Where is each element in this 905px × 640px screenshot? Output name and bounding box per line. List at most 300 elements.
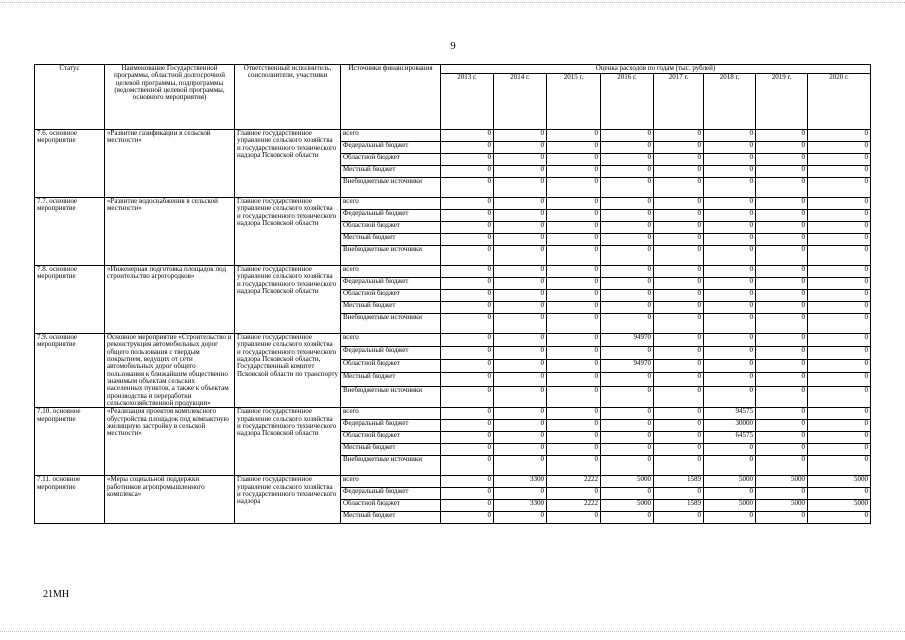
- value-cell: 0: [441, 166, 494, 178]
- table-row: [35, 334, 871, 347]
- table-row: [35, 130, 871, 142]
- value-cell: 0: [756, 334, 808, 347]
- executor-cell: Главное государственное управление сельского хозяйства и государственного технического надзора Псковской области, Государственный комитет Псковской области по транспорту: [235, 334, 341, 408]
- value-cell: 0: [654, 154, 704, 166]
- value-cell: 0: [756, 222, 808, 234]
- name-cell: «Меры социальной поддержки работников агропромышленного комплекса»: [105, 476, 235, 524]
- value-cell: 0: [494, 154, 547, 166]
- source-cell: Внебюджетные источники: [341, 386, 441, 408]
- header-estimate: Оценка расходов по годам (тыс. рублей): [441, 65, 871, 74]
- value-cell: 0: [704, 154, 756, 166]
- value-cell: 0: [756, 166, 808, 178]
- value-cell: 0: [756, 347, 808, 360]
- value-cell: 5000: [704, 476, 756, 488]
- value-cell: 0: [654, 360, 704, 373]
- value-cell: 0: [494, 420, 547, 432]
- value-cell: 0: [654, 386, 704, 408]
- footer-code: 21МН: [43, 589, 70, 600]
- value-cell: 0: [704, 302, 756, 314]
- value-cell: 0: [704, 178, 756, 198]
- status-cell: 7.8. основное мероприятие: [35, 266, 105, 334]
- value-cell: 0: [441, 210, 494, 222]
- value-cell: 0: [547, 314, 601, 334]
- value-cell: 0: [494, 278, 547, 290]
- header-name: Наименование Государственной программы, областной долгосрочной целевой программы, подпрограммы (ведомственной целевой программы, основного мероприятия): [105, 65, 235, 130]
- value-cell: 0: [654, 130, 704, 142]
- value-cell: 0: [704, 386, 756, 408]
- source-cell: Местный бюджет: [341, 444, 441, 456]
- value-cell: 0: [494, 360, 547, 373]
- value-cell: 0: [704, 360, 756, 373]
- value-cell: 0: [441, 408, 494, 420]
- value-cell: 0: [808, 234, 871, 246]
- value-cell: 0: [654, 234, 704, 246]
- value-cell: 0: [808, 222, 871, 234]
- value-cell: 0: [547, 198, 601, 210]
- value-cell: 0: [704, 246, 756, 266]
- value-cell: 0: [441, 420, 494, 432]
- value-cell: 0: [494, 386, 547, 408]
- source-cell: Областной бюджет: [341, 432, 441, 444]
- source-cell: Федеральный бюджет: [341, 488, 441, 500]
- value-cell: 0: [756, 178, 808, 198]
- value-cell: 0: [808, 166, 871, 178]
- value-cell: 0: [441, 444, 494, 456]
- value-cell: 0: [654, 444, 704, 456]
- value-cell: 1589: [654, 476, 704, 488]
- value-cell: 0: [704, 373, 756, 386]
- value-cell: 0: [601, 347, 654, 360]
- value-cell: 0: [494, 373, 547, 386]
- value-cell: 0: [808, 444, 871, 456]
- value-cell: 0: [441, 476, 494, 488]
- value-cell: 0: [654, 266, 704, 278]
- value-cell: 0: [441, 178, 494, 198]
- value-cell: 0: [654, 334, 704, 347]
- value-cell: 0: [441, 290, 494, 302]
- status-cell: 7.9. основное мероприятие: [35, 334, 105, 408]
- value-cell: 0: [756, 246, 808, 266]
- value-cell: 0: [547, 432, 601, 444]
- value-cell: 0: [441, 386, 494, 408]
- value-cell: 0: [808, 347, 871, 360]
- value-cell: 0: [547, 290, 601, 302]
- value-cell: 5000: [704, 500, 756, 512]
- scan-edge-top: [0, 2, 905, 3]
- value-cell: 0: [654, 290, 704, 302]
- executor-cell: Главное государственное управление сельского хозяйства и государственного технического надзора Псковской области: [235, 266, 341, 334]
- source-cell: Внебюджетные источники: [341, 246, 441, 266]
- value-cell: 0: [601, 246, 654, 266]
- value-cell: 94970: [601, 334, 654, 347]
- value-cell: 0: [704, 166, 756, 178]
- value-cell: 0: [494, 210, 547, 222]
- value-cell: 0: [808, 334, 871, 347]
- value-cell: 0: [756, 432, 808, 444]
- value-cell: 0: [654, 178, 704, 198]
- value-cell: 0: [494, 222, 547, 234]
- executor-cell: Главное государственное управление сельского хозяйства и государственного технического надзора Псковской области: [235, 408, 341, 476]
- status-cell: 7.7. основное мероприятие: [35, 198, 105, 266]
- source-cell: всего: [341, 198, 441, 210]
- value-cell: 0: [601, 386, 654, 408]
- header-row: [35, 65, 871, 74]
- value-cell: 0: [441, 246, 494, 266]
- source-cell: Областной бюджет: [341, 360, 441, 373]
- value-cell: 0: [808, 198, 871, 210]
- value-cell: 0: [808, 420, 871, 432]
- value-cell: 0: [704, 278, 756, 290]
- source-cell: Местный бюджет: [341, 166, 441, 178]
- header-executor: Ответственный исполнитель, соисполнители, участники: [235, 65, 341, 130]
- source-cell: Местный бюджет: [341, 234, 441, 246]
- value-cell: 0: [601, 278, 654, 290]
- value-cell: 0: [808, 432, 871, 444]
- source-cell: всего: [341, 408, 441, 420]
- source-cell: Местный бюджет: [341, 302, 441, 314]
- value-cell: 0: [654, 142, 704, 154]
- value-cell: 0: [441, 302, 494, 314]
- source-cell: всего: [341, 130, 441, 142]
- value-cell: 0: [494, 347, 547, 360]
- value-cell: 0: [547, 278, 601, 290]
- value-cell: 0: [601, 198, 654, 210]
- value-cell: 0: [494, 142, 547, 154]
- value-cell: 0: [756, 314, 808, 334]
- value-cell: 5000: [601, 500, 654, 512]
- value-cell: 0: [494, 512, 547, 524]
- value-cell: 0: [441, 500, 494, 512]
- value-cell: 2222: [547, 476, 601, 488]
- value-cell: 0: [756, 290, 808, 302]
- value-cell: 0: [547, 246, 601, 266]
- value-cell: 0: [494, 488, 547, 500]
- name-cell: Основное мероприятие «Строительство и реконструкция автомобильных дорог общего пользования с твердым покрытием, ведущих от сети автомобильных дорог общего пользования к ближайшим общественно значимым объектам сельских населенных пунктов, а также к объектам производства и переработки сельскохозяйственной продукции»: [105, 334, 235, 408]
- header-year: 2018 г.: [704, 74, 756, 130]
- value-cell: 0: [601, 302, 654, 314]
- value-cell: 0: [808, 154, 871, 166]
- value-cell: 0: [601, 488, 654, 500]
- table-row: [35, 266, 871, 278]
- value-cell: 0: [441, 222, 494, 234]
- value-cell: 5000: [808, 476, 871, 488]
- value-cell: 0: [547, 420, 601, 432]
- source-cell: Областной бюджет: [341, 154, 441, 166]
- value-cell: 0: [601, 234, 654, 246]
- value-cell: 0: [756, 386, 808, 408]
- value-cell: 0: [494, 408, 547, 420]
- value-cell: 0: [808, 373, 871, 386]
- value-cell: 0: [654, 456, 704, 476]
- value-cell: 0: [441, 234, 494, 246]
- value-cell: 0: [808, 512, 871, 524]
- value-cell: 0: [808, 178, 871, 198]
- name-cell: «Инженерная подготовка площадок под строительство агрогородков»: [105, 266, 235, 334]
- value-cell: 0: [601, 456, 654, 476]
- value-cell: 0: [808, 246, 871, 266]
- source-cell: Федеральный бюджет: [341, 347, 441, 360]
- source-cell: Местный бюджет: [341, 373, 441, 386]
- value-cell: 0: [756, 266, 808, 278]
- source-cell: Областной бюджет: [341, 500, 441, 512]
- value-cell: 0: [441, 360, 494, 373]
- table-body: [35, 130, 871, 524]
- value-cell: 0: [756, 198, 808, 210]
- value-cell: 0: [601, 314, 654, 334]
- status-cell: 7.6. основное мероприятие: [35, 130, 105, 198]
- value-cell: 0: [756, 408, 808, 420]
- value-cell: 0: [756, 210, 808, 222]
- value-cell: 0: [441, 130, 494, 142]
- value-cell: 5000: [756, 500, 808, 512]
- source-cell: Внебюджетные источники: [341, 456, 441, 476]
- value-cell: 0: [547, 154, 601, 166]
- value-cell: 0: [808, 142, 871, 154]
- value-cell: 0: [494, 178, 547, 198]
- value-cell: 0: [756, 512, 808, 524]
- value-cell: 0: [756, 444, 808, 456]
- source-cell: всего: [341, 334, 441, 347]
- value-cell: 0: [494, 444, 547, 456]
- value-cell: 0: [704, 142, 756, 154]
- header-year: 2015 г.: [547, 74, 601, 130]
- value-cell: 0: [654, 198, 704, 210]
- value-cell: 0: [704, 222, 756, 234]
- header-year: 2014 г.: [494, 74, 547, 130]
- value-cell: 0: [601, 154, 654, 166]
- value-cell: 64575: [704, 432, 756, 444]
- value-cell: 0: [756, 420, 808, 432]
- value-cell: 0: [654, 408, 704, 420]
- executor-cell: Главное государственное управление сельского хозяйства и государственного технического надзора: [235, 476, 341, 524]
- value-cell: 0: [756, 154, 808, 166]
- value-cell: 0: [494, 246, 547, 266]
- header-year: 2013 г.: [441, 74, 494, 130]
- value-cell: 0: [756, 456, 808, 476]
- value-cell: 0: [756, 130, 808, 142]
- value-cell: 0: [441, 142, 494, 154]
- value-cell: 0: [601, 420, 654, 432]
- value-cell: 0: [704, 130, 756, 142]
- value-cell: 0: [494, 266, 547, 278]
- value-cell: 5000: [808, 500, 871, 512]
- value-cell: 0: [601, 512, 654, 524]
- value-cell: 0: [808, 278, 871, 290]
- source-cell: Федеральный бюджет: [341, 278, 441, 290]
- value-cell: 0: [601, 432, 654, 444]
- value-cell: 0: [808, 408, 871, 420]
- value-cell: 0: [808, 456, 871, 476]
- status-cell: 7.11. основное мероприятие: [35, 476, 105, 524]
- value-cell: 0: [441, 512, 494, 524]
- value-cell: 0: [547, 456, 601, 476]
- executor-cell: Главное государственное управление сельского хозяйства и государственного технического надзора Псковской области: [235, 130, 341, 198]
- value-cell: 0: [756, 142, 808, 154]
- value-cell: 0: [441, 456, 494, 476]
- value-cell: 0: [494, 198, 547, 210]
- value-cell: 0: [494, 432, 547, 444]
- source-cell: всего: [341, 476, 441, 488]
- value-cell: 0: [601, 210, 654, 222]
- source-cell: Федеральный бюджет: [341, 420, 441, 432]
- value-cell: 0: [441, 266, 494, 278]
- value-cell: 0: [704, 234, 756, 246]
- value-cell: 0: [756, 234, 808, 246]
- header-year: 2019 г.: [756, 74, 808, 130]
- table-row: [35, 198, 871, 210]
- value-cell: 0: [654, 278, 704, 290]
- value-cell: 0: [601, 266, 654, 278]
- value-cell: 0: [654, 302, 704, 314]
- value-cell: 0: [654, 246, 704, 266]
- value-cell: 0: [808, 314, 871, 334]
- value-cell: 0: [704, 314, 756, 334]
- source-cell: Федеральный бюджет: [341, 210, 441, 222]
- value-cell: 0: [441, 334, 494, 347]
- value-cell: 0: [654, 373, 704, 386]
- value-cell: 0: [704, 210, 756, 222]
- value-cell: 0: [547, 130, 601, 142]
- value-cell: 2222: [547, 500, 601, 512]
- value-cell: 0: [601, 373, 654, 386]
- value-cell: 0: [547, 512, 601, 524]
- value-cell: 0: [704, 512, 756, 524]
- value-cell: 0: [601, 290, 654, 302]
- value-cell: 0: [704, 266, 756, 278]
- value-cell: 0: [601, 178, 654, 198]
- value-cell: 0: [601, 142, 654, 154]
- value-cell: 0: [547, 266, 601, 278]
- source-cell: Областной бюджет: [341, 222, 441, 234]
- value-cell: 0: [441, 154, 494, 166]
- executor-cell: Главное государственное управление сельского хозяйства и государственного технического надзора Псковской области: [235, 198, 341, 266]
- value-cell: 0: [654, 314, 704, 334]
- value-cell: 0: [441, 278, 494, 290]
- source-cell: Внебюджетные источники: [341, 178, 441, 198]
- value-cell: 0: [704, 290, 756, 302]
- value-cell: 0: [808, 386, 871, 408]
- value-cell: 0: [547, 302, 601, 314]
- value-cell: 0: [547, 360, 601, 373]
- name-cell: «Развитие водоснабжения в сельской местности»: [105, 198, 235, 266]
- value-cell: 0: [808, 302, 871, 314]
- value-cell: 0: [547, 373, 601, 386]
- value-cell: 0: [704, 198, 756, 210]
- value-cell: 0: [547, 334, 601, 347]
- value-cell: 0: [441, 198, 494, 210]
- value-cell: 0: [756, 360, 808, 373]
- value-cell: 0: [756, 278, 808, 290]
- value-cell: 0: [654, 347, 704, 360]
- name-cell: «Развитие газификации в сельской местности»: [105, 130, 235, 198]
- value-cell: 0: [756, 302, 808, 314]
- name-cell: «Реализация проектов комплексного обустройства площадок под компактную жилищную застройку в сельской местности»: [105, 408, 235, 476]
- value-cell: 0: [704, 347, 756, 360]
- header-status: Статус: [35, 65, 105, 130]
- value-cell: 0: [808, 210, 871, 222]
- status-cell: 7.10. основное мероприятие: [35, 408, 105, 476]
- value-cell: 0: [441, 373, 494, 386]
- value-cell: 0: [494, 302, 547, 314]
- value-cell: 0: [808, 266, 871, 278]
- value-cell: 0: [601, 222, 654, 234]
- value-cell: 0: [547, 347, 601, 360]
- header-year: 2020 г.: [808, 74, 871, 130]
- value-cell: 0: [547, 142, 601, 154]
- value-cell: 3300: [494, 476, 547, 488]
- value-cell: 0: [654, 432, 704, 444]
- scan-edge-bottom: [0, 631, 905, 632]
- value-cell: 0: [494, 130, 547, 142]
- value-cell: 0: [547, 222, 601, 234]
- table-row: [35, 476, 871, 488]
- value-cell: 0: [494, 234, 547, 246]
- value-cell: 0: [704, 488, 756, 500]
- value-cell: 0: [601, 444, 654, 456]
- value-cell: 0: [808, 290, 871, 302]
- value-cell: 0: [654, 222, 704, 234]
- value-cell: 0: [494, 314, 547, 334]
- header-year: 2016 г.: [601, 74, 654, 130]
- source-cell: Областной бюджет: [341, 290, 441, 302]
- value-cell: 0: [654, 488, 704, 500]
- value-cell: 0: [808, 488, 871, 500]
- value-cell: 0: [547, 166, 601, 178]
- value-cell: 94575: [704, 408, 756, 420]
- value-cell: 0: [601, 408, 654, 420]
- value-cell: 0: [494, 334, 547, 347]
- header-sources: Источники финансирования: [341, 65, 441, 130]
- value-cell: 5000: [756, 476, 808, 488]
- value-cell: 0: [654, 210, 704, 222]
- value-cell: 0: [654, 420, 704, 432]
- value-cell: 0: [547, 488, 601, 500]
- value-cell: 0: [808, 360, 871, 373]
- value-cell: 0: [654, 166, 704, 178]
- value-cell: 1589: [654, 500, 704, 512]
- value-cell: 0: [547, 234, 601, 246]
- value-cell: 5000: [601, 476, 654, 488]
- header-year: 2017 г.: [654, 74, 704, 130]
- value-cell: 0: [547, 178, 601, 198]
- value-cell: 0: [441, 488, 494, 500]
- value-cell: 0: [704, 456, 756, 476]
- value-cell: 0: [654, 512, 704, 524]
- value-cell: 0: [704, 444, 756, 456]
- value-cell: 0: [494, 456, 547, 476]
- table-row: [35, 408, 871, 420]
- value-cell: 0: [756, 373, 808, 386]
- page-number: 9: [450, 40, 456, 52]
- source-cell: всего: [341, 266, 441, 278]
- value-cell: 0: [547, 408, 601, 420]
- source-cell: Федеральный бюджет: [341, 142, 441, 154]
- value-cell: 0: [441, 314, 494, 334]
- value-cell: 0: [547, 386, 601, 408]
- value-cell: 0: [494, 290, 547, 302]
- value-cell: 0: [601, 130, 654, 142]
- value-cell: 0: [441, 432, 494, 444]
- value-cell: 3300: [494, 500, 547, 512]
- value-cell: 0: [494, 166, 547, 178]
- source-cell: Внебюджетные источники: [341, 314, 441, 334]
- value-cell: 0: [601, 166, 654, 178]
- source-cell: Местный бюджет: [341, 512, 441, 524]
- value-cell: 0: [704, 334, 756, 347]
- value-cell: 0: [756, 488, 808, 500]
- value-cell: 94970: [601, 360, 654, 373]
- value-cell: 0: [808, 130, 871, 142]
